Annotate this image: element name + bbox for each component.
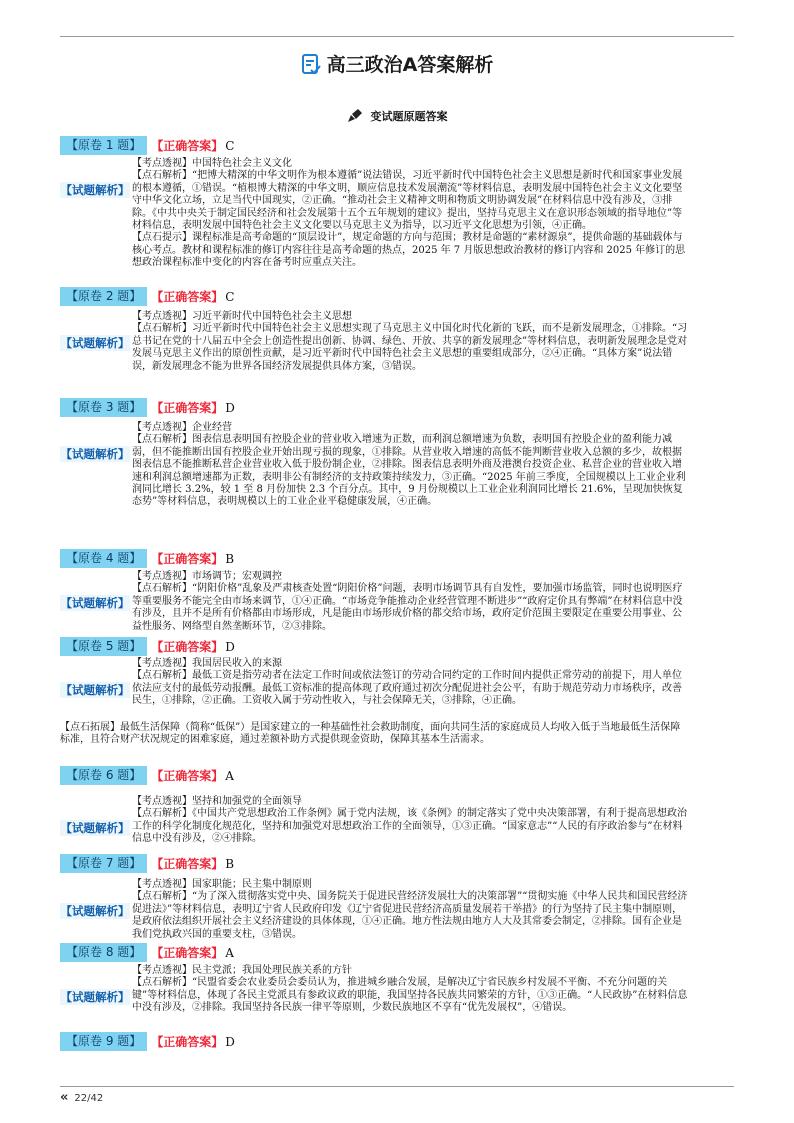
question-header xyxy=(60,637,235,656)
analysis-body xyxy=(132,311,690,373)
analysis-body xyxy=(132,571,690,633)
correct-answer-label: 【正确答案】 xyxy=(151,401,224,415)
page-number: 22/42 xyxy=(74,1093,104,1104)
header-rule xyxy=(60,36,734,37)
correct-answer-value: D xyxy=(225,639,235,654)
analysis-label: 【试题解析】 xyxy=(60,904,130,918)
checklist-icon xyxy=(301,53,321,75)
correct-answer-label: 【正确答案】 xyxy=(151,139,224,153)
analysis-label: 【试题解析】 xyxy=(60,183,130,197)
original-question-tag: 【原卷 8 题】 xyxy=(60,943,147,962)
original-question-tag: 【原卷 7 题】 xyxy=(60,854,147,873)
analysis-block xyxy=(60,422,690,509)
analysis-block xyxy=(60,158,690,270)
analysis-line: 【考点透视】国家职能；民主集中制原则 xyxy=(132,879,312,890)
correct-answer-value: A xyxy=(225,945,234,960)
analysis-line: 【考点透视】习近平新时代中国特色社会主义思想 xyxy=(132,311,352,322)
subtitle-text: 变试题原题答案 xyxy=(370,110,448,123)
original-question-tag: 【原卷 9 题】 xyxy=(60,1032,147,1051)
analysis-line: 【考点透视】我国居民收入的来源 xyxy=(132,658,282,669)
analysis-body xyxy=(132,422,690,509)
original-question-tag: 【原卷 1 题】 xyxy=(60,136,147,155)
correct-answer-label: 【正确答案】 xyxy=(151,290,224,304)
correct-answer-value: D xyxy=(225,1034,235,1049)
analysis-body xyxy=(132,158,690,270)
original-question-tag: 【原卷 5 题】 xyxy=(60,637,147,656)
footer-rule xyxy=(60,1086,734,1087)
correct-answer-label: 【正确答案】 xyxy=(151,857,224,871)
analysis-block xyxy=(60,965,690,1015)
analysis-line: 【点石解析】最低工资是指劳动者在法定工作时间或依法签订的劳动合同约定的工作时间内提供正常劳动的前提下，用人单位依法应支付的最低劳动报酬。最低工资标准的提高体现了政府通过初次分配促进社会公平，有助于规范劳动力市场秩序，改善民生，①排除，②正确。工资收入属于劳动性收入，与社会保障无关，③排除，④正确。 xyxy=(132,670,682,707)
analysis-line: 【点石解析】图表信息表明国有控股企业的营业收入增速为正数，而利润总额增速为负数，表明国有控股企业的盈利能力减弱，但不能推断出国有控股企业开始出现亏损的现象，①排除。从营业收入增速的高低不能判断营业收入总额的多少，故根据图表信息不能推断私营企业营业收入低于股份制企业，②排除。图表信息表明外商及港澳台投资企业、私营企业的营业收入增速和利润总额增速都为正数，表明非公有制经济的支持政策持续发力，③正确。“2025 年前三季度，全国规模以上工业企业利润同比增长 3.2%，较 1 至 8 月份加快 2.3 个百分点。其中，9 月份规模以上工业企业利润同比增长 21.6%，呈现加快恢复态势”等材料信息，表明规模以上的工业企业平稳健康发展，④正确。 xyxy=(132,434,686,508)
correct-answer-label: 【正确答案】 xyxy=(151,640,224,654)
analysis-label: 【试题解析】 xyxy=(60,821,130,835)
analysis-line: 【考点透视】民主党派；我国处理民族关系的方针 xyxy=(132,965,352,976)
analysis-block xyxy=(60,879,690,941)
analysis-block xyxy=(60,571,690,633)
correct-answer-value: D xyxy=(225,400,235,415)
analysis-body xyxy=(132,965,690,1015)
extension-text: 【点石拓展】最低生活保障（简称“低保”）是国家建立的一种基础性社会救助制度，面向共同生活的家庭成员人均收入低于当地最低生活保障标准，且符合财产状况规定的困难家庭，通过差额补助方式提供现金资助，保障其基本生活需求。 xyxy=(60,722,681,746)
analysis-label: 【试题解析】 xyxy=(60,683,130,697)
correct-answer-label: 【正确答案】 xyxy=(151,552,224,566)
pen-icon xyxy=(347,109,363,123)
page-title xyxy=(0,50,794,77)
title-text: 高三政治A答案解析 xyxy=(326,54,494,76)
analysis-body xyxy=(132,796,690,846)
analysis-block xyxy=(60,658,690,708)
correct-answer-label: 【正确答案】 xyxy=(151,1035,224,1049)
analysis-label: 【试题解析】 xyxy=(60,336,130,350)
question-header xyxy=(60,287,234,306)
analysis-line: 【点石提示】课程标准是高考命题的“顶层设计”，规定命题的方向与范围；教材是命题的“素材源泉”，提供命题的基础载体与核心考点。教材和课程标准的修订内容往往是高考命题的热点，2025 年 7 月版思想政治教材的修订内容和 2025 年修订的思想政治课程标准中变化的内容在备考时应重点关注。 xyxy=(132,232,686,269)
correct-answer-value: C xyxy=(225,289,235,304)
section-subtitle xyxy=(0,108,794,124)
original-question-tag: 【原卷 3 题】 xyxy=(60,398,147,417)
analysis-line: 【点石解析】“民盟省委会农业委员会委员认为，推进城乡融合发展，是解决辽宁省民族乡村发展不平衡、不充分问题的关键”等材料信息，体现了各民主党派具有参政议政的职能，我国坚持各民族共同繁荣的方针，①③正确。“人民政协”在材料信息中没有涉及，②排除。我国坚持各民族一律平等原则，少数民族地区不享有“优先发展权”，④错误。 xyxy=(132,977,688,1014)
question-header xyxy=(60,854,234,873)
footer-mark: « xyxy=(60,1090,69,1105)
correct-answer-value: A xyxy=(225,768,234,783)
correct-answer-value: B xyxy=(225,551,235,566)
question-header xyxy=(60,1032,235,1051)
question-header xyxy=(60,136,234,155)
analysis-line: 【考点透视】中国特色社会主义文化 xyxy=(132,158,292,169)
question-header xyxy=(60,398,235,417)
correct-answer-label: 【正确答案】 xyxy=(151,769,224,783)
question-header xyxy=(60,943,234,962)
question-header xyxy=(60,766,234,785)
analysis-line: 【点石解析】习近平新时代中国特色社会主义思想实现了马克思主义中国化时代化新的飞跃，而不是新发展理念，①排除。“习总书记在党的十八届五中全会上创造性提出创新、协调、绿色、开放、共享的新发展理念”等材料信息，表明新发展理念是党对发展马克思主义作出的原创性贡献，是习近平新时代中国特色社会主义思想的重要组成部分，②④正确。“具体方案”说法错误，新发展理念不能为世界各国经济发展提供具体方案，③错误。 xyxy=(132,323,688,372)
correct-answer-value: C xyxy=(225,138,235,153)
analysis-line: 【考点透视】坚持和加强党的全面领导 xyxy=(132,796,302,807)
analysis-line: 【考点透视】市场调节；宏观调控 xyxy=(132,571,282,582)
original-question-tag: 【原卷 4 题】 xyxy=(60,549,147,568)
analysis-block xyxy=(60,796,690,846)
analysis-label: 【试题解析】 xyxy=(60,596,130,610)
analysis-line: 【点石解析】“阴阳价格”乱象及严肃核查处置“阴阳价格”问题，表明市场调节具有自发性，要加强市场监管，同时也说明医疗等重要服务不能完全由市场来调节，①④正确。“市场竞争能推动企业经营管理不断进步”“政府定价具有弊端”在材料信息中没有涉及，且并不是所有价格都由市场形成，凡是能由市场形成价格的都交给市场，政府定价范围主要限定在重要公用事业、公益性服务、网络型自然垄断环节，②③排除。 xyxy=(132,583,683,632)
analysis-block xyxy=(60,311,690,373)
analysis-label: 【试题解析】 xyxy=(60,990,130,1004)
correct-answer-value: B xyxy=(225,856,235,871)
analysis-body xyxy=(132,658,690,708)
correct-answer-label: 【正确答案】 xyxy=(151,946,224,960)
page-footer xyxy=(60,1090,103,1105)
analysis-line: 【点石解析】《中国共产党思想政治工作条例》属于党内法规，该《条例》的制定落实了党中央决策部署，有利于提高思想政治工作的科学化制度化规范化，坚持和加强党对思想政治工作的全面领导，①③正确。“国家意志”“人民的有序政治参与”在材料信息中没有涉及，②④排除。 xyxy=(132,808,687,845)
original-question-tag: 【原卷 2 题】 xyxy=(60,287,147,306)
analysis-body xyxy=(132,879,690,941)
analysis-line: 【点石解析】“为了深入贯彻落实党中央、国务院关于促进民营经济发展壮大的决策部署”“贯彻实施《中华人民共和国民营经济促进法》”等材料信息，表明辽宁省人民政府印发《辽宁省促进民营经济高质量发展若干举措》的行为坚持了民主集中制原则，是政府依法组织开展社会主义经济建设的具体体现，①④正确。地方性法规由地方人大及其常委会制定，②排除。国有企业是我们党执政兴国的重要支柱，③错误。 xyxy=(132,891,688,940)
question-header xyxy=(60,549,234,568)
original-question-tag: 【原卷 6 题】 xyxy=(60,766,147,785)
analysis-line: 【点石解析】“把博大精深的中华文明作为根本遵循”说法错误，习近平新时代中国特色社会主义思想是新时代和国家事业发展的根本遵循，①错误。“植根博大精深的中华文明，顺应信息技术发展潮流”等材料信息，表明发展中国特色社会主义文化要坚守中华文化立场，立足当代中国现实，②正确。“推动社会主义精神文明和物质文明协调发展”在材料信息中没有涉及，③排除。《中共中央关于制定国民经济和社会发展第十五个五年规划的建议》提出，坚持马克思主义在意识形态领域的指导地位”等材料信息，表明发展中国特色社会主义文化要以马克思主义为指导，以习近平文化思想为引领，④正确。 xyxy=(132,170,683,232)
analysis-line: 【考点透视】企业经营 xyxy=(132,422,232,433)
analysis-label: 【试题解析】 xyxy=(60,447,130,461)
extension-note xyxy=(60,722,690,747)
